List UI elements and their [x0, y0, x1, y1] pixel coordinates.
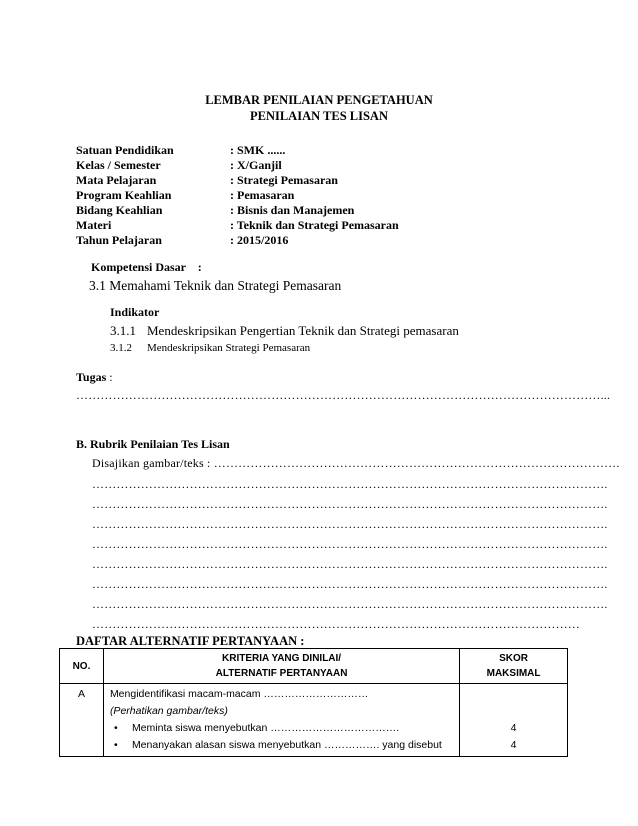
rubrik-heading: B. Rubrik Penilaian Tes Lisan — [76, 437, 230, 451]
row-a-line2: (Perhatikan gambar/teks) — [109, 705, 228, 717]
row-a-score1: 4 — [510, 722, 517, 734]
row-a-line1: Mengidentifikasi macam-macam ………………………… — [109, 688, 369, 700]
tugas-label: Tugas — [76, 370, 107, 384]
row-a-skor — [460, 684, 568, 757]
alternatif-pertanyaan-table — [59, 648, 568, 757]
tugas-dots: …………………………………………………………………………………………………………………... — [76, 388, 611, 402]
info-value-kelas: : X/Ganjil — [230, 158, 282, 172]
kompetensi-label: Kompetensi Dasar : — [91, 260, 202, 274]
rubrik-line-last: ………………………………………………………………………………………………………… — [92, 617, 580, 631]
rubrik-line: ………………………………………………………………………………………………………………. — [92, 477, 608, 491]
header-kriteria — [103, 649, 459, 684]
table-row — [60, 684, 568, 757]
info-value-program: : Pemasaran — [230, 188, 295, 202]
info-value-materi: : Teknik dan Strategi Pemasaran — [230, 218, 399, 232]
row-a-bullet2-text: Menanyakan alasan siswa menyebutkan ……………. yang disebut — [131, 739, 442, 751]
row-a-bullet1 — [110, 720, 453, 737]
info-label-mapel: Mata Pelajaran — [76, 173, 157, 187]
document-title: LEMBAR PENILAIAN PENGETAHUAN — [205, 93, 433, 107]
document-subtitle: PENILAIAN TES LISAN — [249, 109, 388, 123]
rubrik-line: ………………………………………………………………………………………………………………. — [92, 597, 608, 611]
rubrik-line: ………………………………………………………………………………………………………………. — [92, 517, 608, 531]
info-label-satuan: Satuan Pendidikan — [76, 143, 174, 157]
daftar-heading: DAFTAR ALTERNATIF PERTANYAAN : — [76, 634, 305, 648]
indikator-num-2: 3.1.2 — [110, 342, 132, 354]
rubrik-line: ………………………………………………………………………………………………………………. — [92, 537, 608, 551]
indikator-label: Indikator — [110, 305, 160, 319]
info-value-satuan: : SMK ...... — [230, 143, 286, 157]
header-kriteria-line2: ALTERNATIF PERTANYAAN — [215, 668, 348, 679]
header-skor-line1: SKOR — [499, 653, 529, 664]
row-a-kriteria — [103, 684, 459, 757]
row-a-bullet2 — [110, 737, 453, 754]
rubrik-line-intro: Disajikan gambar/teks : ………………………………………………………………………………………. — [92, 456, 620, 470]
indikator-num-1: 3.1.1 — [110, 323, 136, 338]
header-no: NO. — [60, 649, 104, 684]
row-a-score2: 4 — [510, 739, 517, 751]
info-label-materi: Materi — [76, 218, 112, 232]
row-a-no: A — [60, 684, 104, 757]
bullet-icon: • — [113, 722, 118, 734]
kompetensi-text: 3.1 Memahami Teknik dan Strategi Pemasaran — [89, 278, 342, 293]
info-value-bidang: : Bisnis dan Manajemen — [230, 203, 355, 217]
header-skor-line2: MAKSIMAL — [486, 668, 541, 679]
info-value-mapel: : Strategi Pemasaran — [230, 173, 338, 187]
rubrik-line: ………………………………………………………………………………………………………………. — [92, 557, 608, 571]
row-a-bullet1-text: Meminta siswa menyebutkan ………………………………. — [131, 722, 400, 734]
info-label-bidang: Bidang Keahlian — [76, 203, 163, 217]
indikator-text-2: Mendeskripsikan Strategi Pemasaran — [147, 342, 311, 354]
info-label-program: Program Keahlian — [76, 188, 172, 202]
tugas-row — [76, 370, 113, 385]
bullet-icon: • — [113, 739, 118, 751]
indikator-text-1: Mendeskripsikan Pengertian Teknik dan Strategi pemasaran — [147, 323, 459, 338]
header-skor — [460, 649, 568, 684]
info-label-kelas: Kelas / Semester — [76, 158, 161, 172]
rubrik-line: ………………………………………………………………………………………………………………. — [92, 497, 608, 511]
tugas-colon: : — [106, 370, 113, 384]
table-header-row — [60, 649, 568, 684]
header-kriteria-line1: KRITERIA YANG DINILAI/ — [222, 653, 342, 664]
info-value-tahun: : 2015/2016 — [230, 233, 289, 247]
rubrik-line: ………………………………………………………………………………………………………………. — [92, 577, 608, 591]
info-label-tahun: Tahun Pelajaran — [76, 233, 162, 247]
